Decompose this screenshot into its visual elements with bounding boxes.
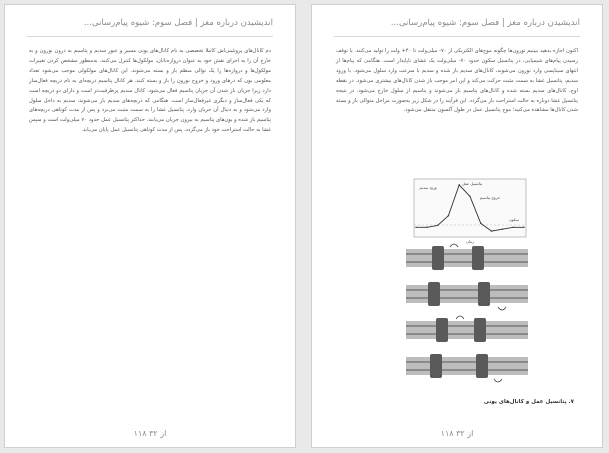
- channel-diagram-2: [406, 282, 528, 310]
- channel-diagram-3: [406, 316, 528, 342]
- figure-svg: [402, 177, 532, 399]
- ap-point: [437, 225, 438, 226]
- ap-point: [448, 215, 449, 216]
- figure-caption: ۷. پتانسیل عمل و کانال‌های یونی: [483, 399, 574, 405]
- ap-point: [491, 230, 492, 231]
- ap-point: [480, 223, 481, 224]
- figure-label-3: پتانسیل عمل: [461, 181, 483, 186]
- ap-point: [502, 229, 503, 230]
- ap-point: [459, 184, 460, 185]
- right-page: [311, 4, 603, 448]
- page-header: اندیشیدن درباره مغز | فصل سوم: شیوه پیام‌رسانی...: [83, 18, 273, 28]
- ap-point: [469, 196, 470, 197]
- figure-label-4: سکون: [508, 217, 520, 222]
- header-divider: [334, 36, 580, 37]
- channel-diagram-1: [406, 244, 528, 270]
- ap-point: [426, 227, 427, 228]
- figure-label-1: ورود سدیم: [419, 185, 437, 190]
- left-page: [4, 4, 296, 448]
- ap-point: [523, 227, 524, 228]
- figure-label-2: خروج پتاسیم: [479, 195, 501, 200]
- ap-point: [513, 227, 514, 228]
- right-page-body: اکنون اجازه بدهید ببینیم نورون‌ها چگونه موج‌های الکتریکی از ۷۰- میلی‌ولت تا ۴۰+ ولت را تولید می‌کنند. با توقف رسیدن پیام‌های شیمیایی، در پتانسیل سکون حدود ۷۰- میلی‌ولت یک غشای ناپایدار است. هنگامی که پیام‌ها از انتهای سیناپسی وارد نورون می‌شوند، کانال‌های سدیم باز شده و سدیم با سرعت وارد سلول می‌شود. با ورود سدیم، پتانسیل غشا به سمت مثبت حرکت می‌کند و این امر موجب باز شدن کانال‌های بیشتری می‌شود. در نقطه اوج، کانال‌های سدیم بسته شده و کانال‌های پتاسیم باز می‌شوند و پتاسیم از سلول خارج می‌شود. در نتیجه پتانسیل غشا دوباره به حالت استراحت باز می‌گردد. این فرآیند را در شکل زیر به‌صورت مراحل متوالی باز و بسته شدن کانال‌ها مشاهده می‌کنید؛ موج پتانسیل عمل در طول آکسون منتقل می‌شود.: [336, 48, 578, 114]
- header-divider: [27, 36, 273, 37]
- ap-point: [415, 227, 416, 228]
- left-page-footer: ۱۱۸ از ۳۲: [133, 429, 167, 438]
- left-page-body: دم کانال‌های پروتئینی‌اش کاملا تخصصی به نام کانال‌های یونی مسیر و عبور سدیم و پتاسیم به درون نورون و به خارج آن را به اجرای نقش خود به عنوان دروازه‌بانان، مولکول‌ها کنترل می‌کنند. به‌منظور مشخص کردن تغییرات مولکول‌ها و دروازه‌ها را یک توالی منظم باز و بسته می‌شوند. این کانال‌های مولکولی موجب می‌شود تعداد معلومی یون که درهای ورود و خروج نورون را باز و بسته کنند. هر کانال پتاسیم دریچه‌ای به نام دریچه فعال‌ساز دارد زیرا جریان باز شدن آن جریان پتاسیم فعال می‌شود. کانال سدیم پرظرفیت‌تر است و دارای دو دریچه است که یکی فعال‌ساز و دیگری غیرفعال‌ساز است. هنگامی که دریچه‌های سدیم باز می‌شوند، سدیم به داخل سلول وارد می‌شود و به دنبال آن جریان وارد، پتانسیل غشا را به سمت مثبت می‌برد و پس از مدت کوتاهی دریچه‌های پتاسیم باز شده و یون‌های پتاسیم به بیرون جریان می‌یابند. حداکثر پتانسیل عمل حدود ۷۰ میلی‌ولت است و سپس غشا به حالت استراحت خود باز می‌گردد، پس از مدت کوتاهی پتانسیل عمل پایان می‌یابد.: [29, 48, 271, 134]
- page-header: اندیشیدن درباره مغز | فصل سوم: شیوه پیام‌رسانی...: [390, 18, 580, 28]
- channel-diagram-4: [406, 354, 528, 382]
- right-page-footer: ۱۱۸ از ۳۲: [440, 429, 474, 438]
- figure-label-5: زمان: [466, 239, 474, 244]
- action-potential-figure: [402, 177, 532, 399]
